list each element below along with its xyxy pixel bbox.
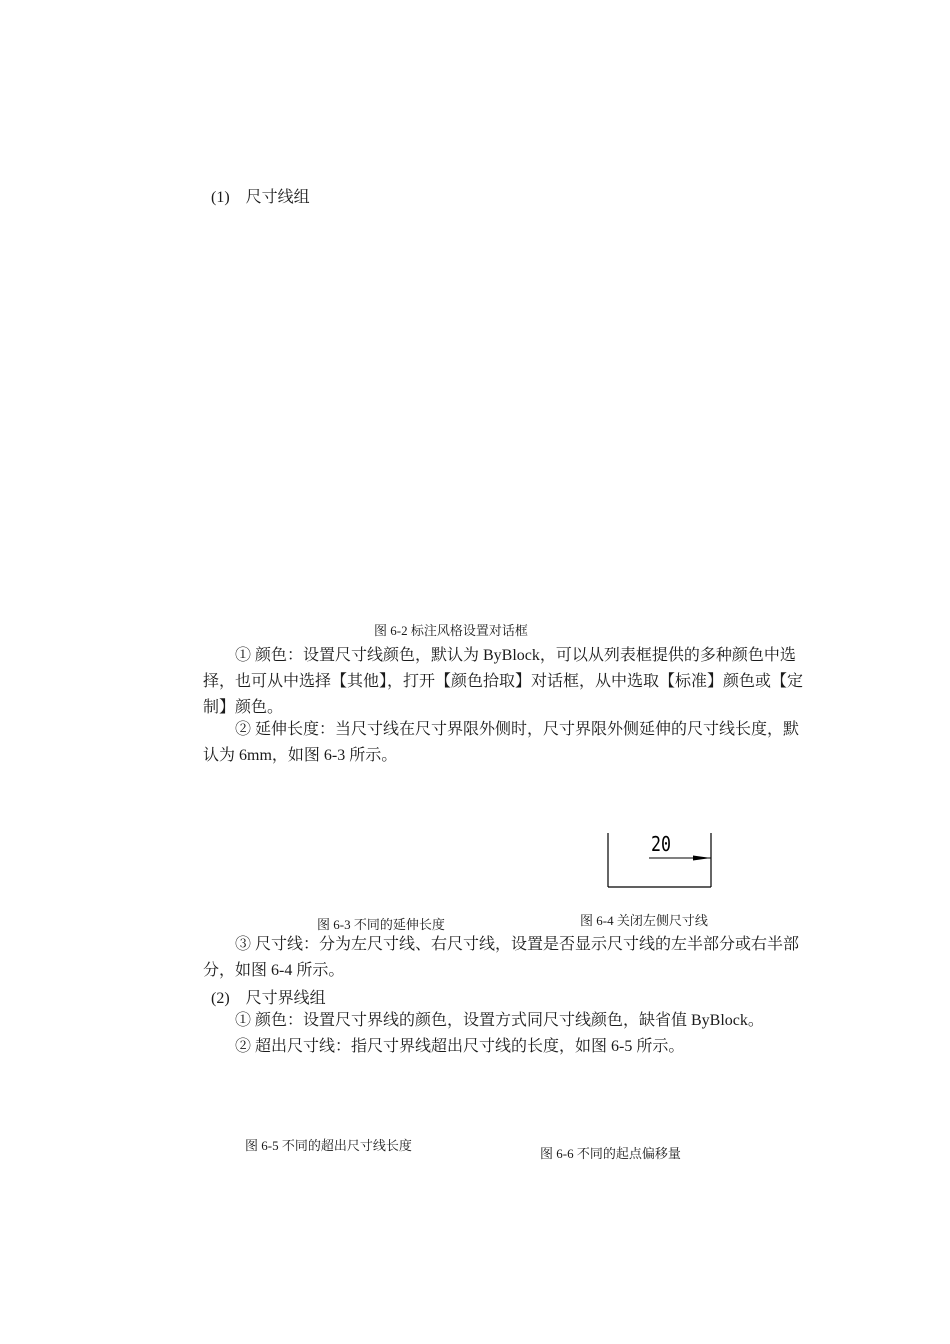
caption-figure-6-4: 图 6-4 关闭左侧尺寸线 <box>580 913 708 928</box>
section-heading-dimension-line-group: (1) 尺寸线组 <box>211 189 310 206</box>
arrowhead-icon <box>693 856 711 861</box>
paragraph-color: ① 颜色：设置尺寸线颜色，默认为 ByBlock，可以从列表框提供的多种颜色中选择，也可从中选择【其他】，打开【颜色拾取】对话框，从中选取【标准】颜色或【定制】颜色。 <box>203 647 804 716</box>
dimension-text: 20 <box>651 832 671 856</box>
paragraph-extension-line-color: ① 颜色：设置尺寸界线的颜色，设置方式同尺寸线颜色，缺省值 ByBlock。 <box>235 1012 764 1029</box>
paragraph-beyond-dimension-line: ② 超出尺寸线：指尺寸界线超出尺寸线的长度，如图 6-5 所示。 <box>235 1038 685 1055</box>
caption-figure-6-6: 图 6-6 不同的起点偏移量 <box>540 1146 681 1161</box>
caption-figure-6-2: 图 6-2 标注风格设置对话框 <box>374 623 528 638</box>
caption-figure-6-3: 图 6-3 不同的延伸长度 <box>317 917 445 932</box>
section-heading-extension-line-group: (2) 尺寸界线组 <box>211 990 326 1007</box>
paragraph-extension-length: ② 延伸长度：当尺寸线在尺寸界限外侧时，尺寸界限外侧延伸的尺寸线长度，默认为 6mm，如图 6-3 所示。 <box>203 721 800 764</box>
caption-figure-6-5: 图 6-5 不同的超出尺寸线长度 <box>245 1138 412 1153</box>
paragraph-dimension-line: ③ 尺寸线：分为左尺寸线、右尺寸线，设置是否显示尺寸线的左半部分或右半部分，如图 6-4 所示。 <box>203 936 800 979</box>
figure-6-4-drawing <box>607 831 713 889</box>
